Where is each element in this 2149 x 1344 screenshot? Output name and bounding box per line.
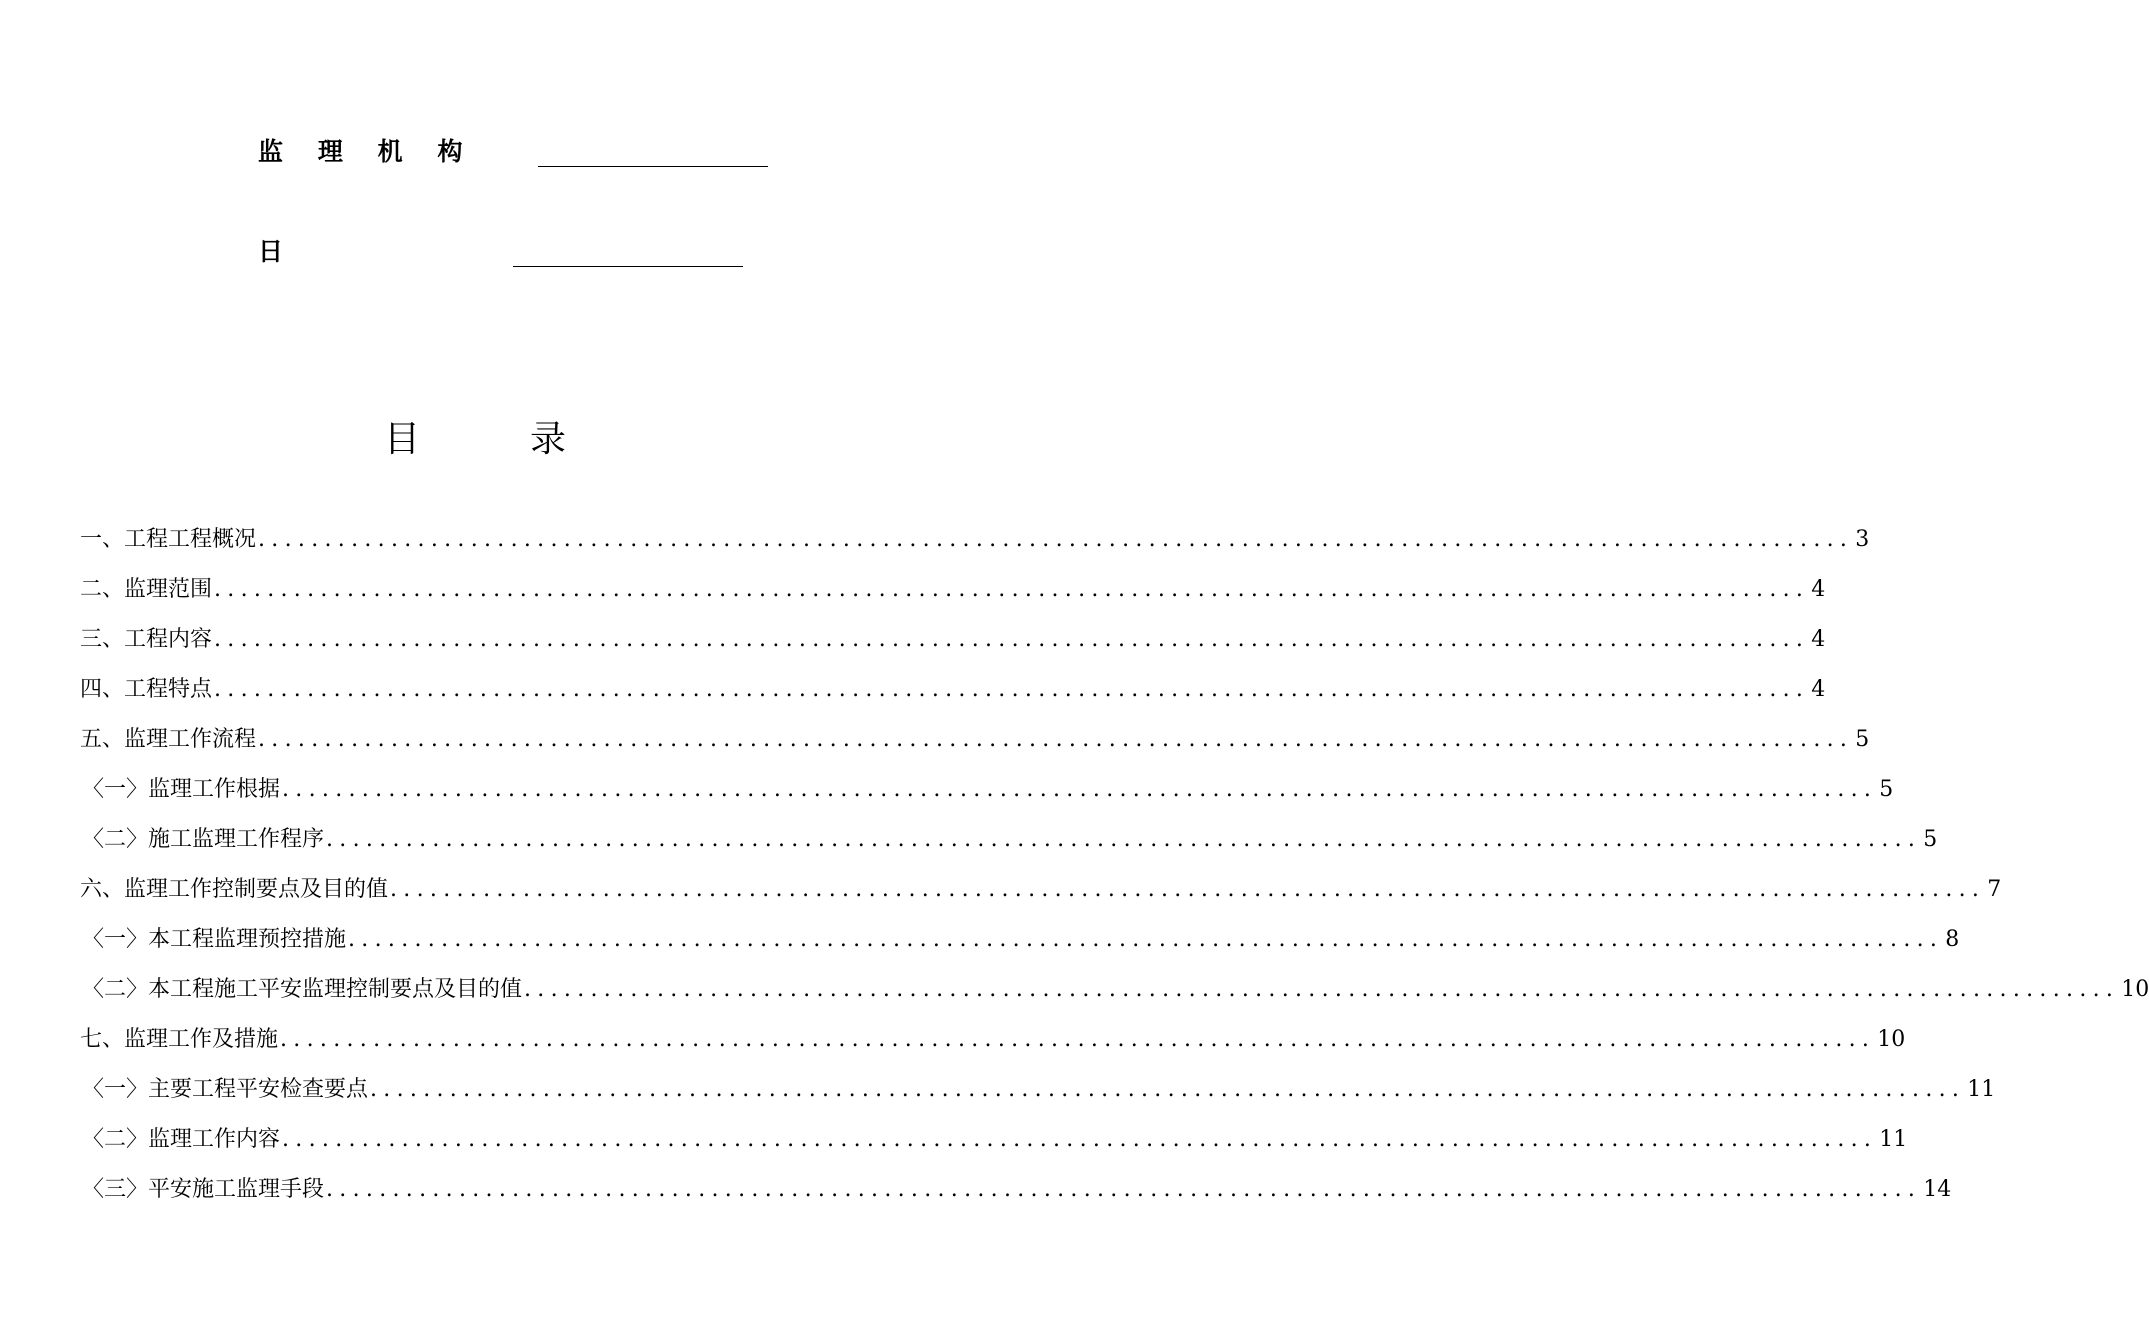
toc-entry-title: 四、工程特点 bbox=[80, 677, 213, 702]
toc-entry-page-number: 14 bbox=[1923, 1177, 1952, 1202]
toc-dot-leader: ........................................................................................................................ bbox=[524, 977, 2120, 1002]
toc-dot-leader: ........................................................................................................................ bbox=[258, 727, 1854, 752]
toc-entry[interactable] bbox=[80, 768, 1894, 818]
toc-entry-title: 〈二〉施工监理工作程序 bbox=[82, 827, 325, 852]
supervision-org-label: 监 理 机 构 bbox=[258, 137, 463, 166]
toc-dot-leader: ........................................................................................................................ bbox=[280, 1027, 1876, 1052]
toc-entry-title: 二、监理范围 bbox=[80, 577, 213, 602]
toc-entry-page-number: 7 bbox=[1987, 877, 2002, 902]
toc-dot-leader: ........................................................................................................................ bbox=[214, 677, 1810, 702]
toc-dot-leader: ........................................................................................................................ bbox=[348, 927, 1944, 952]
toc-entry-title: 〈二〉监理工作内容 bbox=[82, 1127, 281, 1152]
toc-entry-page-number: 5 bbox=[1923, 827, 1938, 852]
toc-entry-page-number: 4 bbox=[1811, 627, 1826, 652]
toc-entry-page-number: 3 bbox=[1855, 527, 1870, 552]
toc-dot-leader: ........................................................................................................................ bbox=[370, 1077, 1966, 1102]
supervision-org-field bbox=[258, 133, 768, 167]
toc-dot-leader: ........................................................................................................................ bbox=[282, 777, 1878, 802]
toc-entry-title: 三、工程内容 bbox=[80, 627, 213, 652]
toc-entry[interactable] bbox=[80, 518, 1870, 568]
toc-entry[interactable] bbox=[80, 868, 2002, 918]
toc-entry[interactable] bbox=[80, 1168, 1952, 1218]
toc-dot-leader: ........................................................................................................................ bbox=[326, 1177, 1922, 1202]
toc-entry-title: 〈一〉本工程监理预控措施 bbox=[82, 927, 347, 952]
toc-entry[interactable] bbox=[80, 1018, 1906, 1068]
toc-entry[interactable] bbox=[80, 618, 1826, 668]
toc-entry[interactable] bbox=[80, 818, 1938, 868]
date-blank-line bbox=[513, 238, 743, 267]
toc-entry-page-number: 10 bbox=[2121, 977, 2149, 1002]
toc-title-right-char: 录 bbox=[530, 419, 567, 460]
toc-entry[interactable] bbox=[80, 968, 2149, 1018]
toc-entry-page-number: 8 bbox=[1945, 927, 1960, 952]
toc-entry-title: 〈一〉监理工作根据 bbox=[82, 777, 281, 802]
toc-title bbox=[0, 418, 950, 462]
toc-entry[interactable] bbox=[80, 1068, 1996, 1118]
date-label: 日 bbox=[258, 237, 284, 266]
toc-entry-page-number: 5 bbox=[1855, 727, 1870, 752]
toc-entry[interactable] bbox=[80, 918, 1960, 968]
toc-entry-page-number: 4 bbox=[1811, 577, 1826, 602]
toc-entry[interactable] bbox=[80, 568, 1826, 618]
toc-entry-page-number: 5 bbox=[1879, 777, 1894, 802]
toc-entry[interactable] bbox=[80, 1118, 1908, 1168]
date-field bbox=[258, 233, 743, 267]
toc-dot-leader: ........................................................................................................................ bbox=[282, 1127, 1878, 1152]
toc-dot-leader: ........................................................................................................................ bbox=[390, 877, 1986, 902]
toc-entry-title: 六、监理工作控制要点及目的值 bbox=[80, 877, 389, 902]
toc-entry-title: 一、工程工程概况 bbox=[80, 527, 257, 552]
toc-entry-title: 五、监理工作流程 bbox=[80, 727, 257, 752]
toc-entry-page-number: 10 bbox=[1877, 1027, 1906, 1052]
toc-entry-page-number: 4 bbox=[1811, 677, 1826, 702]
toc-entry-page-number: 11 bbox=[1879, 1127, 1908, 1152]
toc-entry-title: 〈二〉本工程施工平安监理控制要点及目的值 bbox=[82, 977, 523, 1002]
toc-dot-leader: ........................................................................................................................ bbox=[214, 577, 1810, 602]
toc-entry-title: 七、监理工作及措施 bbox=[80, 1027, 279, 1052]
toc-entry[interactable] bbox=[80, 668, 1826, 718]
toc-entry-title: 〈一〉主要工程平安检查要点 bbox=[82, 1077, 369, 1102]
toc-entry[interactable] bbox=[80, 718, 1870, 768]
toc-list bbox=[80, 518, 2149, 1218]
toc-title-left-char: 目 bbox=[383, 419, 420, 460]
supervision-org-blank-line bbox=[538, 138, 768, 167]
toc-dot-leader: ........................................................................................................................ bbox=[214, 627, 1810, 652]
toc-entry-title: 〈三〉平安施工监理手段 bbox=[82, 1177, 325, 1202]
toc-dot-leader: ........................................................................................................................ bbox=[326, 827, 1922, 852]
toc-entry-page-number: 11 bbox=[1967, 1077, 1996, 1102]
toc-dot-leader: ........................................................................................................................ bbox=[258, 527, 1854, 552]
